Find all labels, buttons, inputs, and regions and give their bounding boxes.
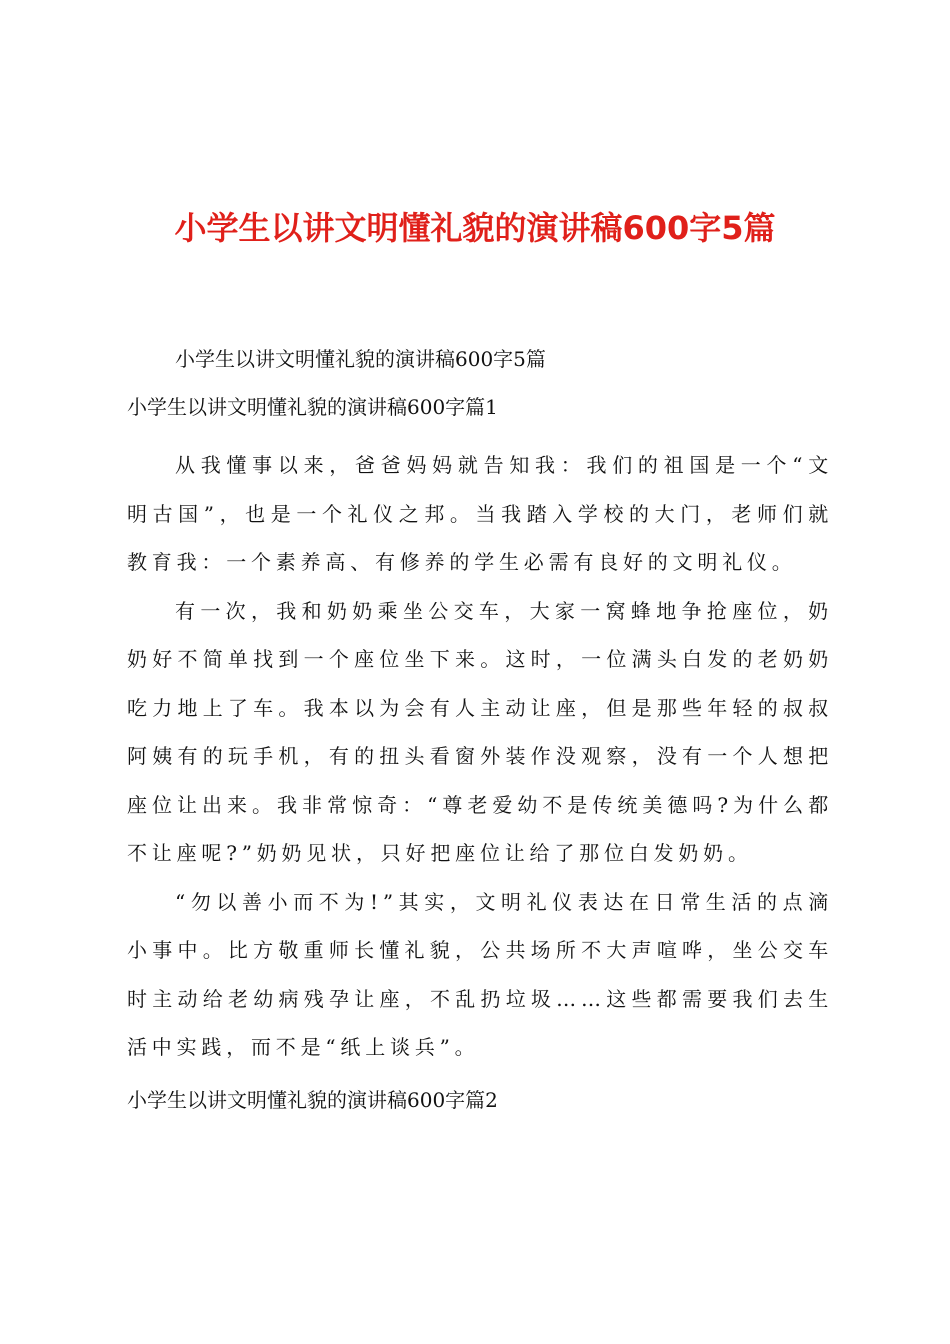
section-heading-1: 小学生以讲文明懂礼貌的演讲稿600字篇1 [127,395,498,419]
paragraph: 从我懂事以来，爸爸妈妈就告知我：我们的祖国是一个“文明古国”，也是一个礼仪之邦。当我踏入学校的大门，老师们就教育我：一个素养高、有修养的学生必需有良好的文明礼仪。 [127,453,833,574]
paragraph: 有一次，我和奶奶乘坐公交车，大家一窝蜂地争抢座位，奶奶好不简单找到一个座位坐下来。这时，一位满头白发的老奶奶吃力地上了车。我本以为会有人主动让座，但是那些年轻的叔叔阿姨有的玩手机，有的扭头看窗外装作没观察，没有一个人想把座位让出来。我非常惊奇：“尊老爱幼不是传统美德吗?为什么都不让座呢?”奶奶见状，只好把座位让给了那位白发奶奶。 [127,598,833,865]
document-title: 小学生以讲文明懂礼貌的演讲稿600字5篇 [174,209,776,247]
document-subtitle: 小学生以讲文明懂礼貌的演讲稿600字5篇 [175,347,546,371]
section-heading-2: 小学生以讲文明懂礼貌的演讲稿600字篇2 [127,1087,498,1112]
paragraph: “勿以善小而不为!”其实，文明礼仪表达在日常生活的点滴小事中。比方敬重师长懂礼貌，公共场所不大声喧哗，坐公交车时主动给老幼病残孕让座，不乱扔垃圾……这些都需要我们去生活中实践，而不是“纸上谈兵”。 [127,889,833,1059]
document-body [127,345,833,1134]
